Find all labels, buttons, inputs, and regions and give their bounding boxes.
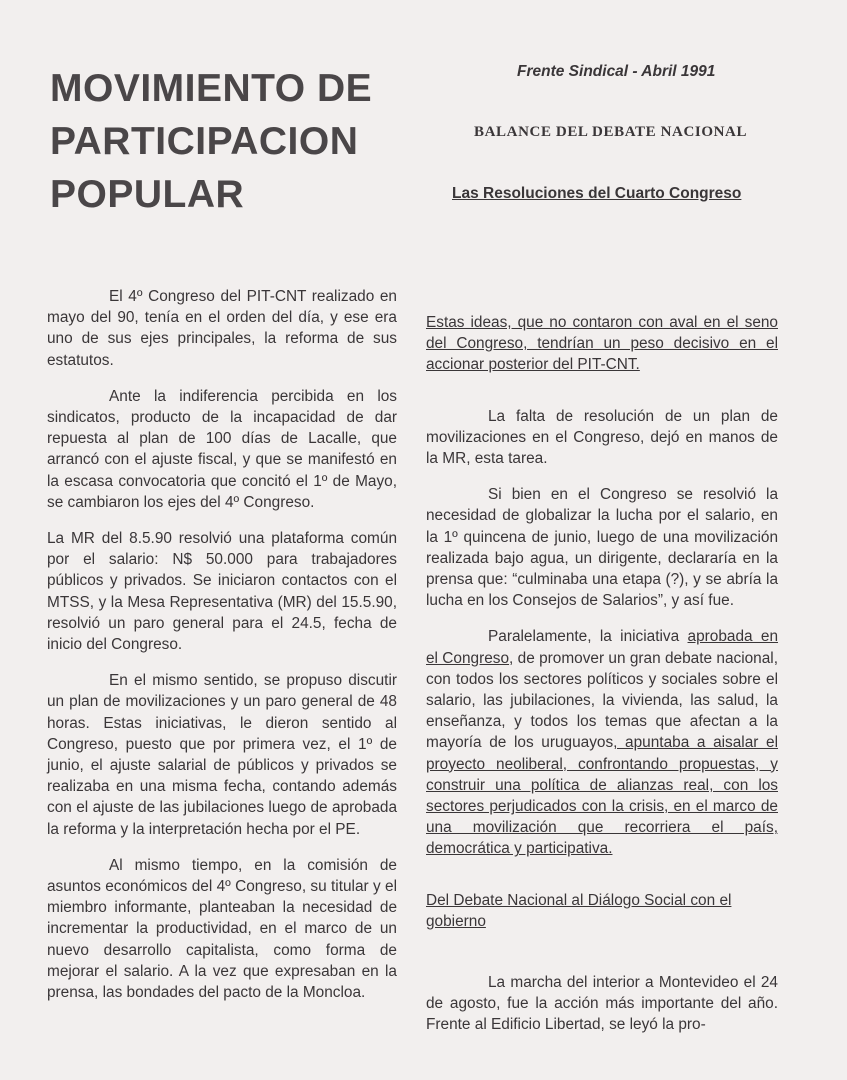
right-paragraph-4-underline-b: , apuntaba a aisalar el proyecto neoliberal, confrontando propuestas, y construir una política de alianzas real, con los sectores perjudicados con la crisis, en el marco de una movilización que recorriera el país, democrática y participativa. [426, 734, 779, 858]
publication-line: Frente Sindical - Abril 1991 [517, 63, 716, 80]
right-paragraph-4-text-b: , de promover un gran debate nacional, con todos los sectores políticos y sociales sobre el salario, las jubilaciones, la vivienda, las salud, la enseñanza, y todos los temas que afectan a la mayoría de los uruguayos [426, 649, 778, 752]
section-heading: BALANCE DEL DEBATE NACIONAL [474, 124, 748, 140]
left-column [47, 286, 397, 1018]
right-paragraph-5: La marcha del interior a Montevideo el 24 de agosto, fue la acción más importante del año. Frente al Edificio Libertad, se leyó la pro- [426, 974, 778, 1034]
left-paragraph-2: Ante la indiferencia percibida en los sindicatos, producto de la incapacidad de dar repuesta al plan de 100 días de Lacalle, que arrancó con el ajuste fiscal, y que se manifestó en la escasa convocatoria que concitó el 1º de Mayo, se cambiaron los ejes del 4º Congreso. [47, 387, 397, 511]
left-paragraph-5: Al mismo tiempo, en la comisión de asuntos económicos del 4º Congreso, su titular y el miembro informante, planteaban la necesidad de incrementar la productividad, en el marco de un nuevo desarrollo capitalista, como forma de mejorar el salario. A la vez que expresaban en la prensa, las bondades del pacto de la Moncloa. [47, 856, 397, 1002]
right-paragraph-4 [426, 626, 778, 859]
title-line-3: POPULAR [50, 173, 245, 216]
article-title [50, 62, 410, 221]
right-paragraph-2: La falta de resolución de un plan de movilizaciones en el Congreso, dejó en manos de la MR, esta tarea. [426, 407, 778, 468]
right-subheading: Del Debate Nacional al Diálogo Social con el gobierno [426, 891, 732, 930]
sub-heading: Las Resoluciones del Cuarto Congreso [452, 185, 742, 202]
right-paragraph-4-underline-a: aprobada en el Congreso [426, 628, 779, 667]
left-paragraph-4: En el mismo sentido, se propuso discutir un plan de movilizaciones y un paro general de 48 horas. Estas iniciativas, le dieron sentido al Congreso, puesto que por primera vez, el 1º de junio, el ajuste salarial de públicos y privados se realizaba en una misma fecha, contando además con el ajuste de las jubilaciones luego de aprobada la reforma y la interpretación hecha por el PE. [47, 672, 397, 838]
right-paragraph-4-text-a: Paralelamente, la iniciativa [488, 628, 688, 646]
title-line-1: MOVIMIENTO DE [50, 67, 373, 110]
title-line-2: PARTICIPACION [50, 120, 359, 163]
left-paragraph-3: La MR del 8.5.90 resolvió una plataforma común por el salario: N$ 50.000 para trabajadores públicos y privados. Se iniciaron contactos con el MTSS, y la Mesa Representativa (MR) del 15.5.90, resolvió un paro general para el 24.5, fecha de inicio del Congreso. [47, 530, 397, 654]
right-paragraph-1: Estas ideas, que no contaron con aval en el seno del Congreso, tendrían un peso decisivo en el accionar posterior del PIT-CNT. [426, 314, 778, 374]
right-column [426, 312, 778, 1051]
right-paragraph-3: Si bien en el Congreso se resolvió la necesidad de globalizar la lucha por el salario, en la 1º quincena de junio, luego de una movilización realizada bajo agua, un dirigente, declararía en la prensa que: “culminaba una etapa (?), y se abría la lucha en los Consejos de Salarios”, y así fue. [426, 486, 778, 610]
left-paragraph-1: El 4º Congreso del PIT-CNT realizado en mayo del 90, tenía en el orden del día, y ese era uno de sus ejes principales, la reforma de sus estatutos. [47, 288, 397, 369]
